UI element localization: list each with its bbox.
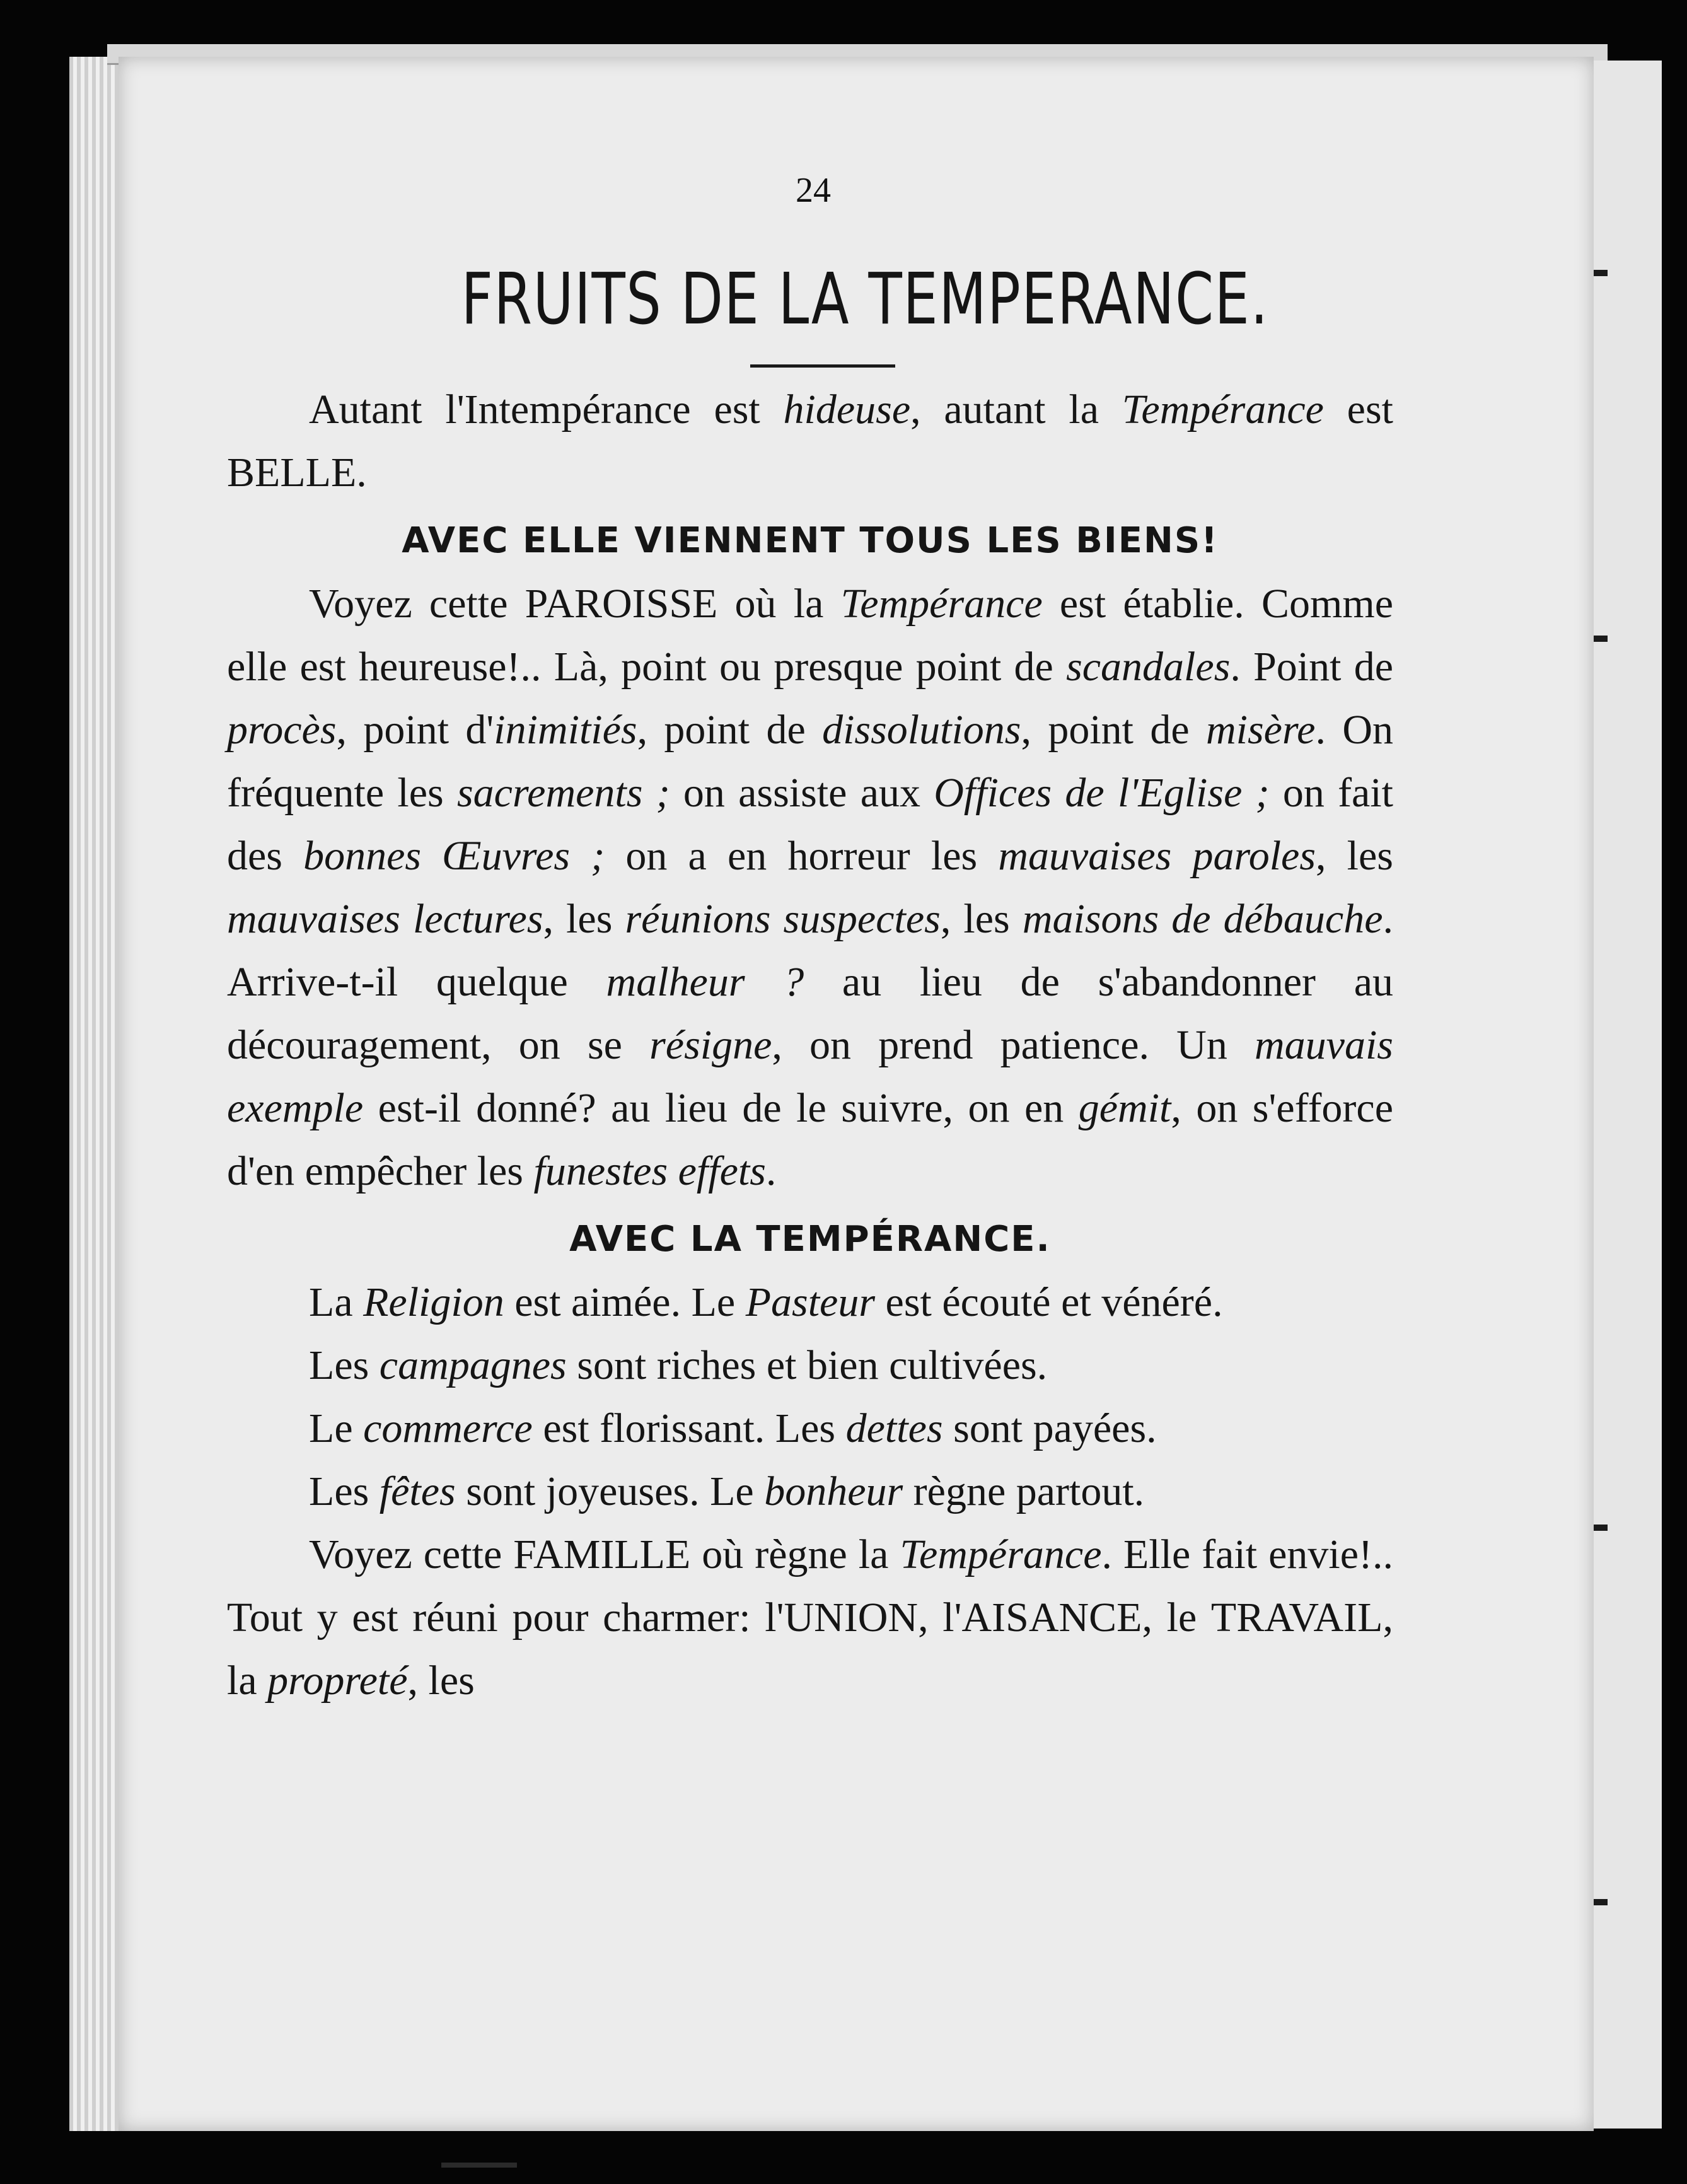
text-run: Le (309, 1405, 364, 1451)
text-run: Voyez cette (309, 581, 525, 627)
text-run: on a en horreur les (605, 833, 999, 879)
text-run: , on s'efforce d'en empêcher les (227, 1085, 1393, 1194)
paragraph-religion (227, 1271, 1393, 1334)
italic-run: Tempérance (900, 1531, 1102, 1577)
paragraph-campagnes (227, 1334, 1393, 1397)
italic-run: sacrements ; (456, 770, 670, 816)
text-run: , point de (1021, 707, 1206, 753)
paragraph-commerce (227, 1397, 1393, 1460)
title-rule (750, 364, 895, 368)
text-run: , point de (637, 707, 823, 753)
italic-run: propreté (267, 1658, 408, 1704)
italic-run: malheur ? (606, 959, 804, 1005)
page-stack-edges (69, 57, 120, 2131)
page-number: 24 (796, 171, 831, 210)
text-run: Voyez cette (309, 1531, 514, 1577)
text-run: sont joyeuses. Le (455, 1468, 765, 1514)
italic-run: Offices de l'Eglise ; (934, 770, 1270, 816)
text-run: sont payées. (942, 1405, 1157, 1451)
smallcaps-run: TRAVAIL (1210, 1594, 1383, 1641)
section-heading: AVEC LA TEMPÉRANCE. (569, 1219, 1051, 1260)
italic-run: dettes (845, 1405, 943, 1451)
paragraph-intro (227, 378, 1393, 504)
italic-run: Religion (363, 1279, 504, 1325)
text-run: est (1323, 386, 1393, 433)
italic-run: misère (1205, 707, 1316, 753)
italic-run: campagnes (379, 1342, 567, 1388)
page-body (227, 378, 1393, 1712)
text-run: , les (940, 896, 1023, 942)
text-run: où la (717, 581, 841, 627)
text-run: , autant la (910, 386, 1122, 433)
italic-run: mauvaises lectures (227, 896, 543, 942)
text-run: . Elle fait envie!.. Tout y est réuni pour charmer: l' (227, 1531, 1393, 1641)
italic-run: maisons de débauche (1022, 896, 1383, 942)
text-run: au lieu de s'abandonner au découragement, on se (227, 959, 1393, 1068)
text-run: , point d' (336, 707, 494, 753)
facing-page-edge (1582, 61, 1662, 2129)
text-run: Les (309, 1342, 380, 1388)
italic-run: Tempérance (840, 581, 1043, 627)
italic-run: procès (227, 707, 337, 753)
italic-run: commerce (363, 1405, 533, 1451)
paragraph-fetes (227, 1460, 1393, 1523)
italic-run: bonheur (764, 1468, 903, 1514)
paragraph-paroisse (227, 572, 1393, 1203)
italic-run: funestes effets (533, 1148, 766, 1194)
smallcaps-run: AISANCE (961, 1594, 1142, 1641)
text-run: . Point de (1230, 644, 1393, 690)
text-run: , les (543, 896, 625, 942)
text-run: règne partout. (903, 1468, 1145, 1514)
text-run: Les (309, 1468, 380, 1514)
text-run: , la (227, 1594, 1393, 1704)
text-run: sont riches et bien cultivées. (566, 1342, 1048, 1388)
italic-run: réunions suspectes (625, 896, 941, 942)
italic-run: dissolutions (822, 707, 1021, 753)
italic-run: inimitiés (494, 707, 637, 753)
text-run: où règne la (690, 1531, 900, 1577)
text-run: , les (407, 1658, 475, 1704)
text-run: est écouté et vénéré. (875, 1279, 1223, 1325)
smallcaps-run: BELLE (227, 450, 357, 496)
italic-run: fêtes (379, 1468, 456, 1514)
text-run: , les (1316, 833, 1393, 879)
italic-run: Tempérance (1122, 386, 1324, 433)
text-run: La (309, 1279, 364, 1325)
italic-run: bonnes Œuvres ; (303, 833, 605, 879)
smallcaps-run: UNION (784, 1594, 919, 1641)
smallcaps-run: FAMILLE (513, 1531, 691, 1577)
italic-run: mauvaises paroles (998, 833, 1316, 879)
text-run: . Arrive-t-il quelque (227, 896, 1394, 1005)
text-run: . On fréquente les (227, 707, 1393, 816)
text-run: est aimée. Le (504, 1279, 746, 1325)
text-run: , l' (918, 1594, 962, 1641)
text-run: est-il donné? au lieu de le suivre, on en (363, 1085, 1079, 1131)
text-run: est florissant. Les (532, 1405, 846, 1451)
text-run: on assiste aux (670, 770, 934, 816)
text-run: Autant l'Intempérance est (309, 386, 784, 433)
italic-run: Pasteur (745, 1279, 876, 1325)
scan-artifact (441, 2163, 517, 2168)
text-run: est établie. Comme elle est heureuse!.. Là, point ou presque point de (227, 581, 1393, 690)
page-title: FRUITS DE LA TEMPERANCE. (461, 258, 1269, 340)
italic-run: gémit (1078, 1085, 1171, 1131)
italic-run: mauvais exemple (227, 1022, 1393, 1131)
smallcaps-run: PAROISSE (525, 581, 718, 627)
italic-run: résigne (649, 1022, 772, 1068)
italic-run: hideuse (783, 386, 911, 433)
text-run: , le (1142, 1594, 1211, 1641)
section-heading: AVEC ELLE VIENNENT TOUS LES BIENS! (402, 520, 1219, 561)
text-run: . (356, 450, 367, 496)
italic-run: scandales (1066, 644, 1231, 690)
text-run: on fait des (227, 770, 1394, 879)
text-run: , on prend patience. Un (772, 1022, 1255, 1068)
paragraph-famille (227, 1523, 1393, 1712)
text-run: . (765, 1148, 777, 1194)
